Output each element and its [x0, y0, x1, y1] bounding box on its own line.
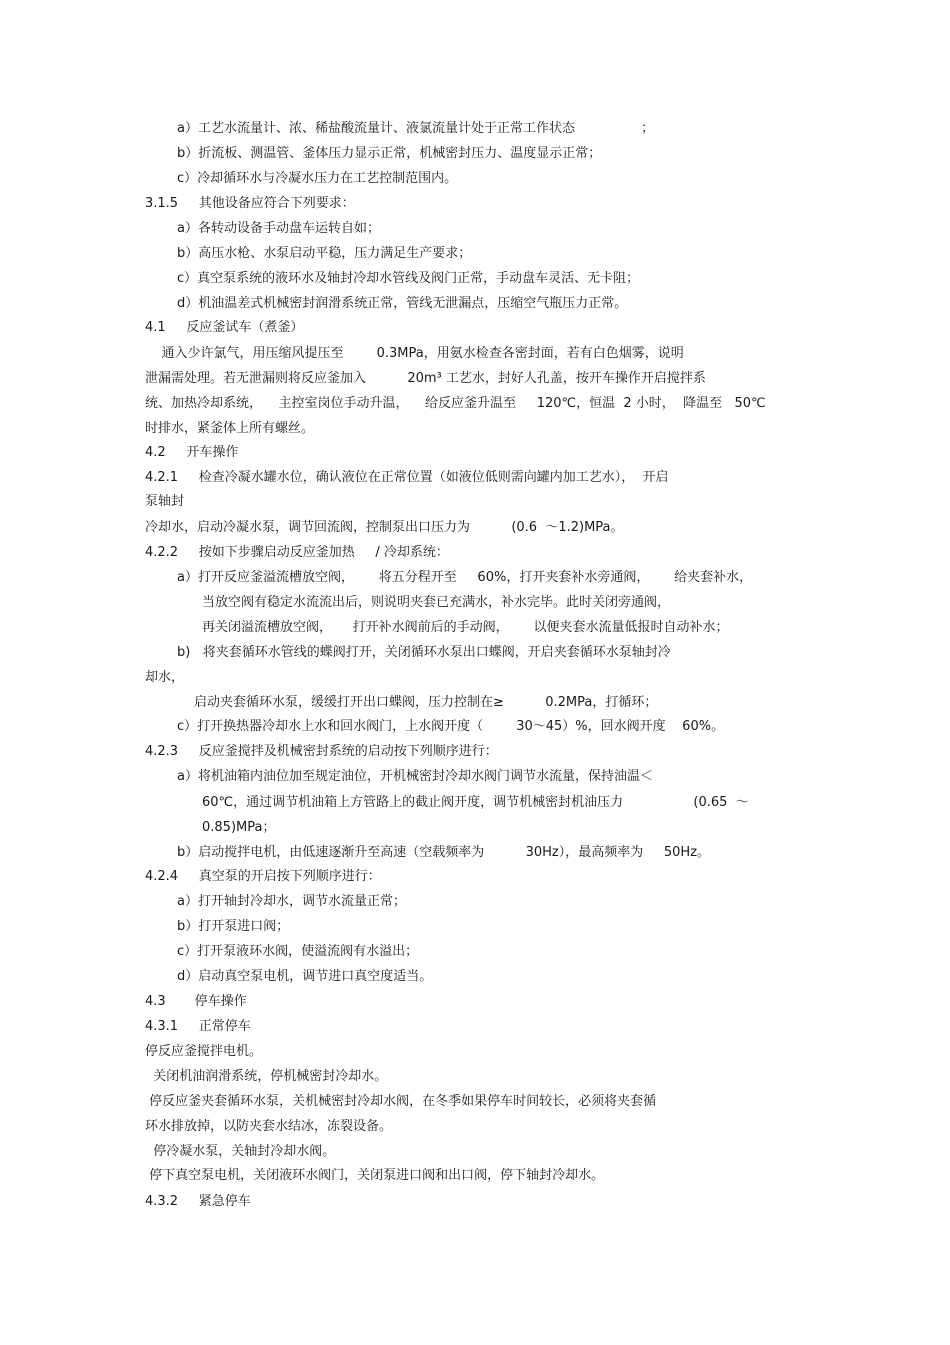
- section-heading: 4.2.1 检查冷凝水罐水位，确认液位在正常位置（如液位低则需向罐内加工艺水）， 开启: [145, 470, 669, 485]
- text-line: 60℃，通过调节机油箱上方管路上的截止阀开度，调节机械密封机油压力 (0.65 ～: [202, 795, 749, 810]
- text-line: 再关闭溢流槽放空阀， 打开补水阀前后的手动阀， 以便夹套水流量低报时自动补水；: [202, 620, 729, 635]
- text-line: 关闭机油润滑系统，停机械密封冷却水。: [145, 1069, 388, 1084]
- text-line: c）打开换热器冷却水上水和回水阀门，上水阀开度（ 30～45）%，回水阀开度 60%。: [177, 719, 725, 734]
- section-heading: 4.3 停车操作: [145, 994, 247, 1009]
- section-heading: 4.3.1 正常停车: [145, 1019, 251, 1034]
- text-line: b）打开泵进口阀；: [177, 919, 290, 934]
- section-heading: 4.2.2 按如下步骤启动反应釜加热 / 冷却系统：: [145, 545, 449, 560]
- text-line: 泵轴封: [145, 494, 185, 509]
- text-line: b) 将夹套循环水管线的蝶阀打开，关闭循环水泵出口蝶阀，开启夹套循环水泵轴封冷: [177, 645, 671, 660]
- text-line: b）高压水枪、水泵启动平稳，压力满足生产要求；: [177, 246, 472, 261]
- text-line: 通入少许氯气，用压缩风提压至 0.3MPa，用氨水检查各密封面，若有白色烟雾，说明: [145, 346, 684, 361]
- section-heading: 4.2 开车操作: [145, 445, 239, 460]
- text-line: b）折流板、测温管、釜体压力显示正常，机械密封压力、温度显示正常；: [177, 146, 602, 161]
- section-heading: 4.3.2 紧急停车: [145, 1194, 251, 1209]
- text-line: 当放空阀有稳定水流流出后，则说明夹套已充满水，补水完毕。此时关闭旁通阀，: [202, 595, 671, 610]
- text-line: a）打开反应釜溢流槽放空阀， 将五分程开至 60%，打开夹套补水旁通阀， 给夹套补水，: [177, 570, 753, 585]
- section-heading: 4.2.3 反应釜搅拌及机械密封系统的启动按下列顺序进行：: [145, 744, 498, 759]
- text-line: a）打开轴封冷却水，调节水流量正常；: [177, 894, 406, 909]
- text-line: 启动夹套循环水泵，缓缓打开出口蝶阀，压力控制在≥ 0.2MPa，打循环；: [194, 695, 658, 710]
- text-line: c）真空泵系统的液环水及轴封冷却水管线及阀门正常，手动盘车灵活、无卡阻；: [177, 271, 640, 286]
- section-heading: 4.1 反应釜试车（煮釜）: [145, 320, 304, 335]
- text-line: 停反应釜搅拌电机。: [145, 1044, 263, 1059]
- text-line: a）工艺水流量计、浓、稀盐酸流量计、液氯流量计处于正常工作状态 ；: [177, 121, 655, 136]
- section-heading: 4.2.4 真空泵的开启按下列顺序进行：: [145, 869, 381, 884]
- text-line: a）将机油箱内油位加至规定油位，开机械密封冷却水阀门调节水流量，保持油温＜: [177, 769, 653, 784]
- text-line: 停冷凝水泵，关轴封冷却水阀。: [145, 1144, 336, 1159]
- text-line: 却水，: [145, 670, 185, 685]
- text-line: b）启动搅拌电机，由低速逐渐升至高速（空载频率为 30Hz），最高频率为 50Hz。: [177, 845, 711, 860]
- text-line: 0.85)MPa；: [202, 820, 276, 835]
- text-line: 停下真空泵电机，关闭液环水阀门，关闭泵进口阀和出口阀，停下轴封冷却水。: [145, 1168, 605, 1183]
- text-line: c）冷却循环水与冷凝水压力在工艺控制范围内。: [177, 171, 458, 186]
- text-line: 冷却水，启动冷凝水泵，调节回流阀，控制泵出口压力为 (0.6 ～1.2)MPa。: [145, 520, 624, 535]
- text-line: 时排水，紧釜体上所有螺丝。: [145, 421, 315, 436]
- text-line: d）机油温差式机械密封润滑系统正常，管线无泄漏点，压缩空气瓶压力正常。: [177, 296, 628, 311]
- text-line: 统、加热冷却系统， 主控室岗位手动升温， 给反应釜升温至 120℃，恒温 2 小时， 降温至 50℃: [145, 396, 766, 411]
- text-line: 环水排放掉，以防夹套水结冰，冻裂设备。: [145, 1119, 393, 1134]
- text-line: a）各转动设备手动盘车运转自如；: [177, 221, 380, 236]
- text-line: 泄漏需处理。若无泄漏则将反应釜加入 20m³ 工艺水，封好人孔盖，按开车操作开启搅拌系: [145, 371, 706, 386]
- text-line: c）打开泵液环水阀，使溢流阀有水溢出；: [177, 944, 419, 959]
- section-heading: 3.1.5 其他设备应符合下列要求：: [145, 196, 355, 211]
- text-line: 停反应釜夹套循环水泵，关机械密封冷却水阀，在冬季如果停车时间较长，必须将夹套循: [145, 1094, 657, 1109]
- text-line: d）启动真空泵电机，调节进口真空度适当。: [177, 969, 433, 984]
